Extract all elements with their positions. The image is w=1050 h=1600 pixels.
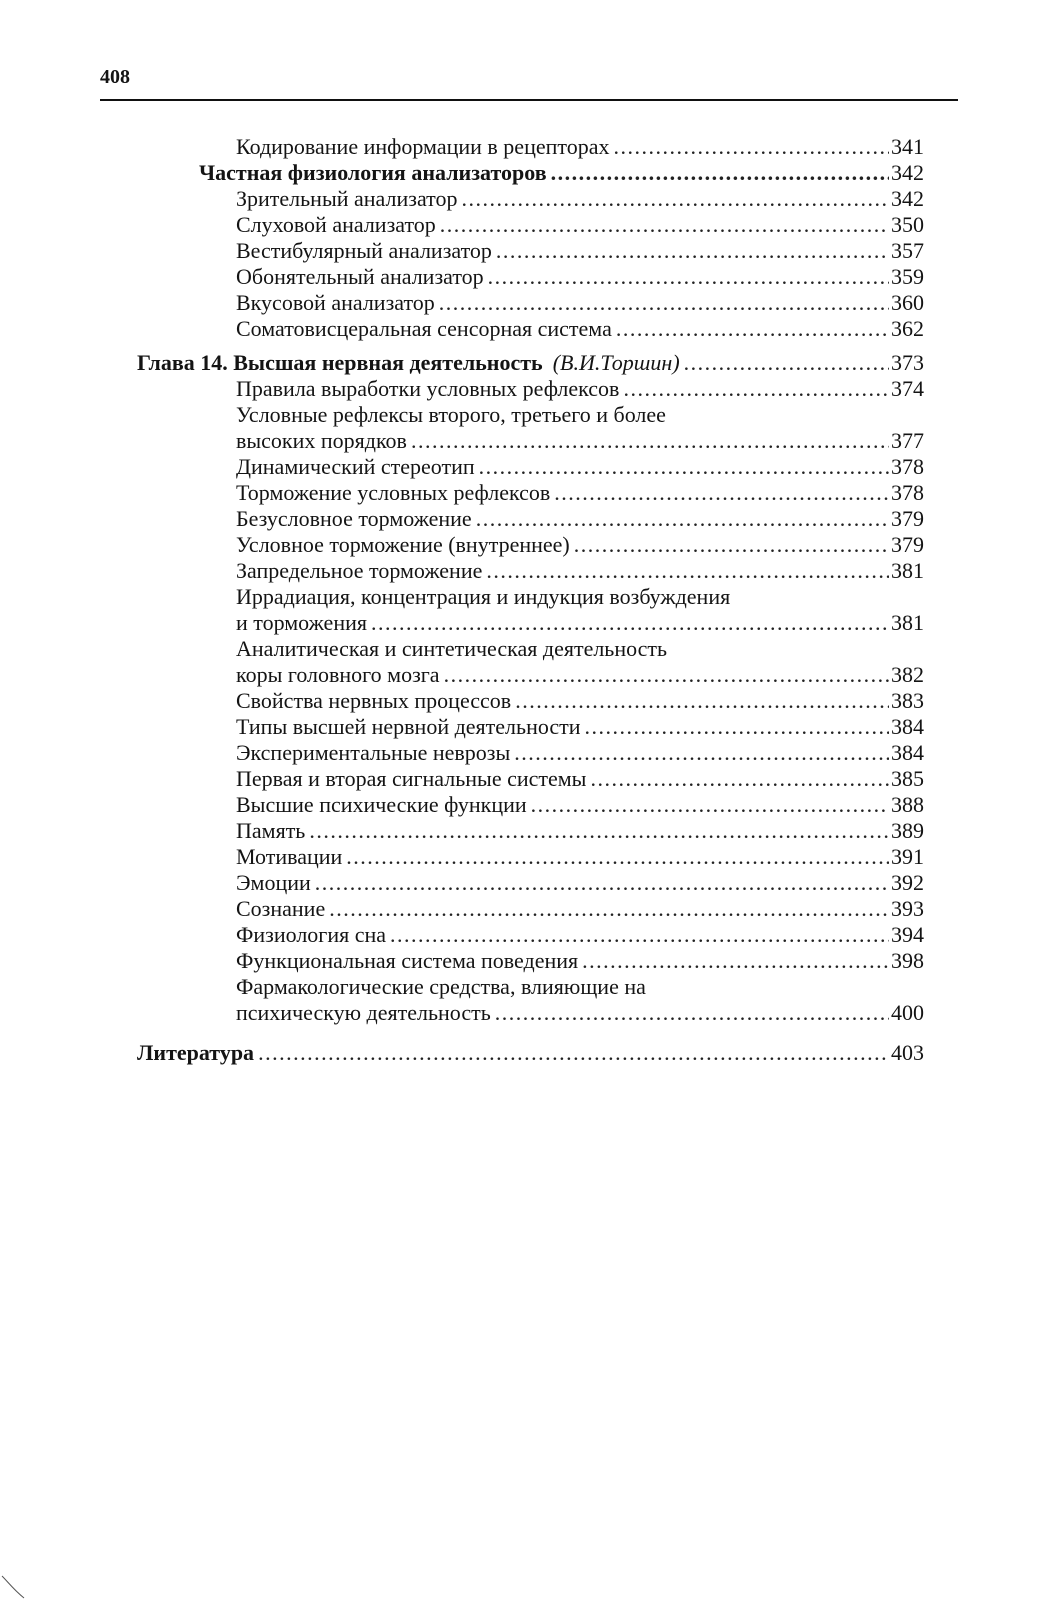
dot-leader xyxy=(439,290,889,316)
toc-entry-title: Высшие психические функции xyxy=(236,792,527,817)
dot-leader xyxy=(515,688,889,714)
toc-entry-page: 392 xyxy=(891,870,924,895)
toc-entry-page: 389 xyxy=(891,818,924,843)
toc-entry xyxy=(236,922,924,948)
toc-entry xyxy=(236,264,924,290)
toc-entry xyxy=(236,290,924,316)
toc-entry xyxy=(236,714,924,740)
page-number: 408 xyxy=(100,66,130,88)
toc-entry-first-line: Условные рефлексы второго, третьего и более xyxy=(236,402,666,427)
toc-entry-title: Торможение условных рефлексов xyxy=(236,480,551,505)
dot-leader xyxy=(390,922,889,948)
toc-entry-title: Физиология сна xyxy=(236,922,387,947)
toc-entry-title: Зрительный анализатор xyxy=(236,186,458,211)
dot-leader xyxy=(476,506,889,532)
toc-entry xyxy=(236,870,924,896)
toc-entry xyxy=(236,238,924,264)
dot-leader xyxy=(371,610,889,636)
dot-leader xyxy=(616,316,889,342)
toc-entry-title: высоких порядков xyxy=(236,428,407,453)
dot-leader xyxy=(531,792,889,818)
dot-leader xyxy=(551,160,889,186)
toc-entry xyxy=(236,610,924,636)
toc-entry-title: Кодирование информации в рецепторах xyxy=(236,134,610,159)
scan-artifact-mark xyxy=(0,1570,40,1600)
toc-entry-title: психическую деятельность xyxy=(236,1000,491,1025)
toc-entry-page: 342 xyxy=(891,186,924,211)
dot-leader xyxy=(309,818,889,844)
toc-entry-title: Вкусовой анализатор xyxy=(236,290,435,315)
dot-leader xyxy=(479,454,889,480)
toc-entry-title: Обонятельный анализатор xyxy=(236,264,484,289)
toc-entry-title: Память xyxy=(236,818,306,843)
toc-entry-page: 379 xyxy=(891,506,924,531)
toc-entry-first-line: Фармакологические средства, влияющие на xyxy=(236,974,646,999)
dot-leader xyxy=(574,532,889,558)
toc-entry-title: Правила выработки условных рефлексов xyxy=(236,376,620,401)
toc-entry-page: 394 xyxy=(891,922,924,947)
toc-entry-title: Первая и вторая сигнальные системы xyxy=(236,766,587,791)
toc-entry xyxy=(236,532,924,558)
toc-entry-page: 388 xyxy=(891,792,924,817)
dot-leader xyxy=(514,740,889,766)
toc-entry-title: Вестибулярный анализатор xyxy=(236,238,492,263)
dot-leader xyxy=(684,350,889,376)
toc-entry-title: Мотивации xyxy=(236,844,343,869)
toc-chapter-author: (В.И.Торшин) xyxy=(552,350,680,375)
dot-leader xyxy=(582,948,889,974)
toc-entry xyxy=(236,1000,924,1026)
toc-entry-first-line: Аналитическая и синтетическая деятельность xyxy=(236,636,668,661)
toc-entry-title: Типы высшей нервной деятельности xyxy=(236,714,581,739)
toc-entry-page: 373 xyxy=(891,350,924,375)
table-of-contents xyxy=(0,134,1050,1066)
toc-entry-page: 359 xyxy=(891,264,924,289)
toc-entry xyxy=(236,740,924,766)
toc-entry xyxy=(236,766,924,792)
toc-entry-title: Свойства нервных процессов xyxy=(236,688,512,713)
toc-entry-page: 398 xyxy=(891,948,924,973)
toc-chapter-title: Глава 14. Высшая нервная деятельность xyxy=(137,350,543,375)
toc-entry-page: 350 xyxy=(891,212,924,237)
toc-chapter-title: Литература xyxy=(137,1040,255,1065)
toc-entry-title: Безусловное торможение xyxy=(236,506,472,531)
toc-entry xyxy=(236,316,924,342)
toc-entry-title: Эмоции xyxy=(236,870,311,895)
toc-entry xyxy=(236,506,924,532)
dot-leader xyxy=(613,134,889,160)
dot-leader xyxy=(440,212,889,238)
toc-entry-title: Экспериментальные неврозы xyxy=(236,740,511,765)
toc-entry-page: 360 xyxy=(891,290,924,315)
toc-entry-title: Сознание xyxy=(236,896,326,921)
header-rule xyxy=(100,99,958,101)
toc-entry xyxy=(236,688,924,714)
toc-entry-page: 382 xyxy=(891,662,924,687)
toc-entry-page: 384 xyxy=(891,740,924,765)
toc-entry-title: Функциональная система поведения xyxy=(236,948,579,973)
toc-entry xyxy=(236,428,924,454)
dot-leader xyxy=(585,714,889,740)
toc-entry-title: Соматовисцеральная сенсорная система xyxy=(236,316,612,341)
dot-leader xyxy=(496,238,889,264)
dot-leader xyxy=(554,480,889,506)
dot-leader xyxy=(461,186,889,212)
toc-entry-page: 342 xyxy=(891,160,924,185)
toc-entry-first-line: Иррадиация, концентрация и индукция возбуждения xyxy=(236,584,731,609)
toc-entry-page: 393 xyxy=(891,896,924,921)
dot-leader xyxy=(444,662,889,688)
toc-entry xyxy=(236,376,924,402)
toc-entry-title: коры головного мозга xyxy=(236,662,440,687)
dot-leader xyxy=(623,376,889,402)
toc-entry-title: Запредельное торможение xyxy=(236,558,483,583)
toc-entry-page: 378 xyxy=(891,454,924,479)
toc-entry xyxy=(236,212,924,238)
toc-entry-page: 381 xyxy=(891,558,924,583)
toc-entry-page: 384 xyxy=(891,714,924,739)
dot-leader xyxy=(488,264,889,290)
toc-chapter xyxy=(137,350,924,376)
dot-leader xyxy=(590,766,889,792)
toc-entry xyxy=(236,662,924,688)
toc-entry-page: 377 xyxy=(891,428,924,453)
toc-entry-page: 391 xyxy=(891,844,924,869)
toc-entry-page: 400 xyxy=(891,1000,924,1025)
toc-entry xyxy=(236,454,924,480)
toc-entry-page: 403 xyxy=(891,1040,924,1065)
toc-section-title: Частная физиология анализаторов xyxy=(199,160,547,185)
toc-entry-title: и торможения xyxy=(236,610,367,635)
toc-entry xyxy=(236,896,924,922)
toc-entry-page: 374 xyxy=(891,376,924,401)
toc-entry-title: Слуховой анализатор xyxy=(236,212,436,237)
toc-entry xyxy=(236,480,924,506)
dot-leader xyxy=(329,896,889,922)
toc-entry xyxy=(236,186,924,212)
toc-entry xyxy=(236,948,924,974)
toc-entry-page: 357 xyxy=(891,238,924,263)
toc-entry-title: Динамический стереотип xyxy=(236,454,475,479)
dot-leader xyxy=(495,1000,889,1026)
toc-entry-page: 362 xyxy=(891,316,924,341)
toc-entry-page: 385 xyxy=(891,766,924,791)
dot-leader xyxy=(258,1040,889,1066)
toc-entry-title: Условное торможение (внутреннее) xyxy=(236,532,570,557)
toc-entry xyxy=(236,792,924,818)
dot-leader xyxy=(346,844,889,870)
toc-entry xyxy=(236,818,924,844)
toc-chapter xyxy=(137,1040,924,1066)
dot-leader xyxy=(315,870,889,896)
toc-entry-page: 378 xyxy=(891,480,924,505)
toc-entry xyxy=(236,134,924,160)
toc-entry-page: 381 xyxy=(891,610,924,635)
toc-entry xyxy=(236,844,924,870)
toc-entry-page: 341 xyxy=(891,134,924,159)
toc-section xyxy=(199,160,924,186)
dot-leader xyxy=(486,558,889,584)
toc-entry-page: 383 xyxy=(891,688,924,713)
toc-entry xyxy=(236,558,924,584)
dot-leader xyxy=(411,428,889,454)
toc-entry-page: 379 xyxy=(891,532,924,557)
